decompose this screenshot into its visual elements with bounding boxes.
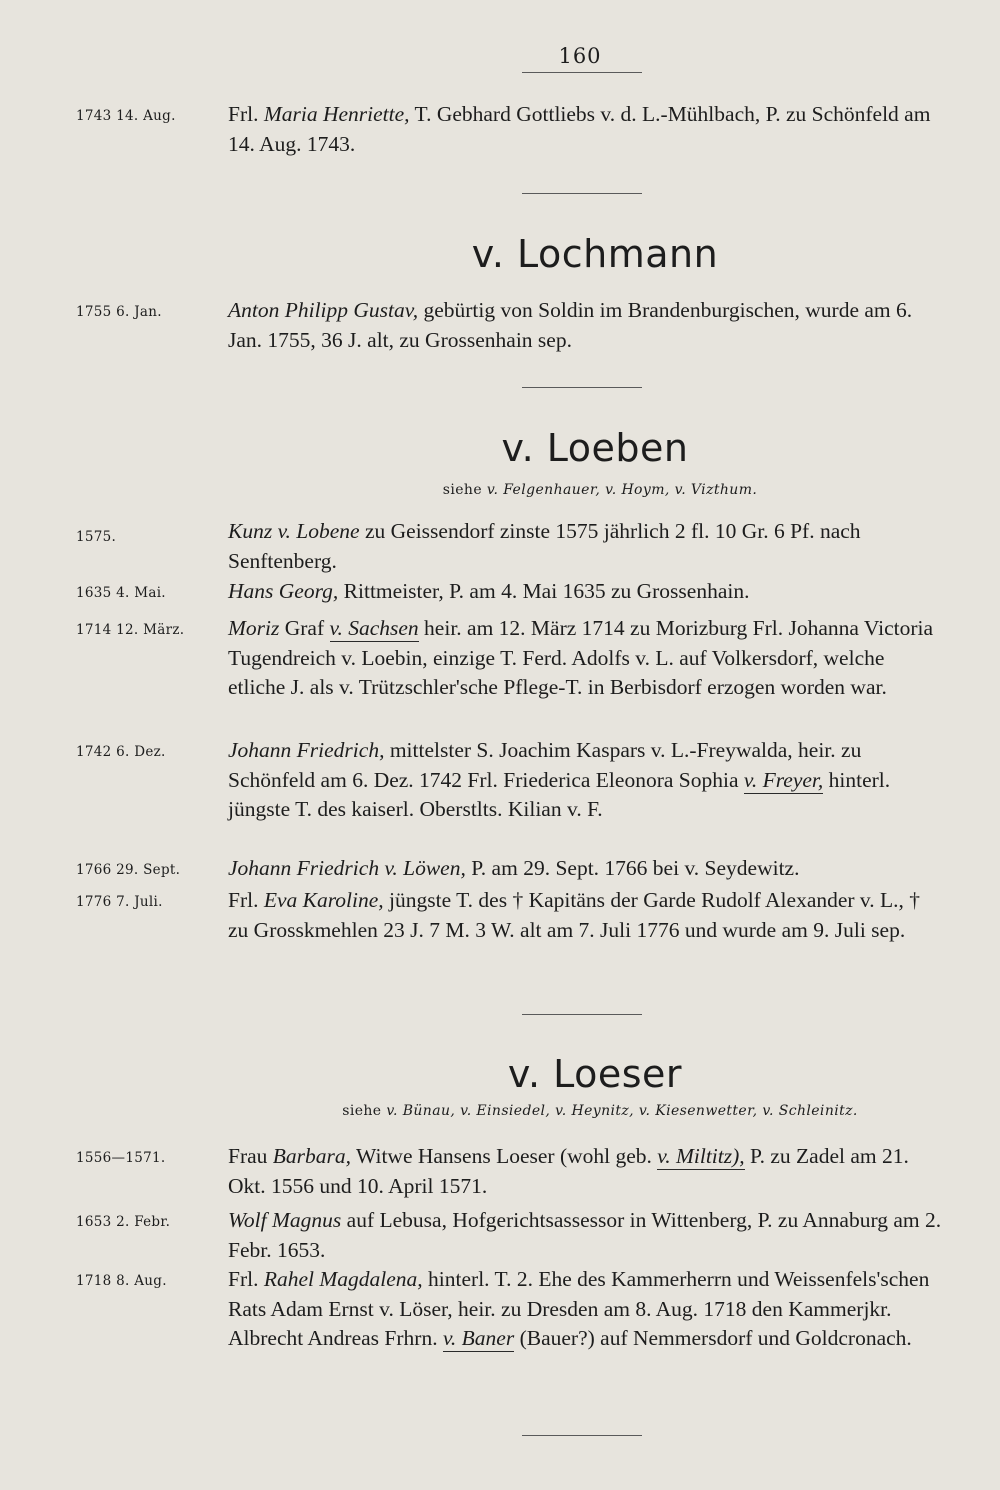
heading-lochmann: v. Lochmann [471, 232, 719, 276]
entry-date: 1635 4. Mai. [76, 585, 166, 601]
entry-text [204, 886, 944, 945]
entry-date: 1766 29. Sept. [76, 862, 181, 878]
entry-body: Witwe Hansens Loeser (wohl geb. [351, 1144, 658, 1168]
page-number-rule [522, 72, 642, 73]
see-label: siehe [442, 482, 482, 498]
entry-date: 1556—1571. [76, 1150, 166, 1166]
entry-text [204, 1206, 944, 1265]
see-also-loeser [230, 1103, 970, 1119]
entry-date: 1653 2. Febr. [76, 1214, 171, 1230]
entry-date: 1743 14. Aug. [76, 108, 176, 124]
entry-body: Rittmeister, P. am 4. Mai 1635 zu Grossenhain. [338, 579, 750, 603]
entry-text [204, 614, 944, 703]
section-divider [522, 1435, 642, 1436]
entry-text [204, 1142, 944, 1201]
entry-underlined-name: v. Baner [442, 1326, 515, 1350]
entry-body: P. am 29. Sept. 1766 bei v. Seydewitz. [465, 856, 800, 880]
section-divider [522, 193, 642, 194]
entry-prefix: Frl. [228, 1267, 264, 1291]
entry-body-end: P. zu Zadel am 21. Okt. 1556 und 10. April 1571. [228, 1144, 909, 1198]
entry-date: 1714 12. März. [76, 622, 185, 638]
entry-text [204, 1265, 944, 1354]
entry-prefix: Frl. [228, 102, 264, 126]
entry-body: T. Gebhard Gottliebs v. d. L.-Mühlbach, P. zu Schönfeld am 14. Aug. 1743. [228, 102, 931, 156]
page-number: 160 [558, 44, 602, 68]
see-also-loeben [230, 482, 970, 498]
entry-body-end: hinterl. jüngste T. des kaiserl. Oberstlts. Kilian v. F. [228, 767, 891, 821]
entry-text [204, 100, 944, 159]
entry-body: gebürtig von Soldin im Brandenburgischen, wurde am 6. Jan. 1755, 36 J. alt, zu Grossenhain sep. [228, 298, 913, 352]
see-label: siehe [342, 1103, 382, 1119]
entry-text [204, 296, 944, 355]
entry-name: Moriz [228, 616, 280, 640]
entry-text [204, 577, 944, 607]
entry-name: Johann Friedrich, [228, 738, 385, 762]
entry-name: Hans Georg, [228, 579, 339, 603]
heading-loeser: v. Loeser [507, 1052, 683, 1096]
entry-name: Wolf Magnus [228, 1208, 342, 1232]
entry-name: Anton Philipp Gustav, [228, 298, 419, 322]
entry-name: Kunz v. Lobene [228, 519, 360, 543]
entry-name: Barbara, [272, 1144, 352, 1168]
entry-body: heir. am 12. März 1714 zu Morizburg Frl. Johanna Victoria Tugendreich v. Loebin, einzige T. Ferd. Adolfs v. L. auf Volkersdorf, welche etliche J. als v. Trützschler'sche Pflege-T. in Berbisdorf erzogen worden war. [228, 616, 934, 699]
entry-name: Rahel Magdalena, [263, 1267, 423, 1291]
entry-body: mittelster S. Joachim Kaspars v. L.-Freywalda, heir. zu Schönfeld am 6. Dez. 1742 Frl. Friederica Eleonora Sophia [228, 738, 862, 792]
entry-underlined-name: v. Sachsen [329, 616, 419, 640]
entry-body-end: (Bauer?) auf Nemmersdorf und Goldcronach. [514, 1326, 912, 1350]
entry-name: Eva Karoline, [263, 888, 384, 912]
entry-name: Maria Henriette, [263, 102, 410, 126]
entry-date: 1755 6. Jan. [76, 304, 162, 320]
see-names: v. Bünau, v. Einsiedel, v. Heynitz, v. Kiesenwetter, v. Schleinitz. [386, 1103, 858, 1119]
entry-date: 1742 6. Dez. [76, 744, 166, 760]
entry-date: 1718 8. Aug. [76, 1273, 167, 1289]
entry-body: zu Geissendorf zinste 1575 jährlich 2 fl. 10 Gr. 6 Pf. nach Senftenberg. [228, 519, 861, 573]
entry-body: auf Lebusa, Hofgerichtsassessor in Wittenberg, P. zu Annaburg am 2. Febr. 1653. [228, 1208, 942, 1262]
heading-loeben: v. Loeben [501, 426, 689, 470]
entry-date: 1776 7. Juli. [76, 894, 163, 910]
entry-text [204, 517, 944, 576]
entry-prefix: Frau [228, 1144, 273, 1168]
section-divider [522, 387, 642, 388]
entry-name: Johann Friedrich v. Löwen, [228, 856, 466, 880]
entry-mid: Graf [279, 616, 330, 640]
entry-date: 1575. [76, 529, 117, 545]
entry-prefix: Frl. [228, 888, 264, 912]
see-names: v. Felgenhauer, v. Hoym, v. Vizthum. [486, 482, 758, 498]
entry-text [204, 854, 944, 884]
entry-body: jüngste T. des † Kapitäns der Garde Rudolf Alexander v. L., † zu Grosskmehlen 23 J. 7 M. 3 W. alt am 7. Juli 1776 und wurde am 9. Juli sep. [228, 888, 921, 942]
section-divider [522, 1014, 642, 1015]
entry-underlined-name: v. Freyer, [743, 767, 824, 792]
entry-text [204, 736, 944, 825]
entry-underlined-name: v. Miltitz), [657, 1144, 745, 1168]
entry-body: hinterl. T. 2. Ehe des Kammerherrn und Weissenfels'schen Rats Adam Ernst v. Löser, heir. zu Dresden am 8. Aug. 1718 den Kammerjkr. Albrecht Andreas Frhrn. [228, 1267, 930, 1350]
